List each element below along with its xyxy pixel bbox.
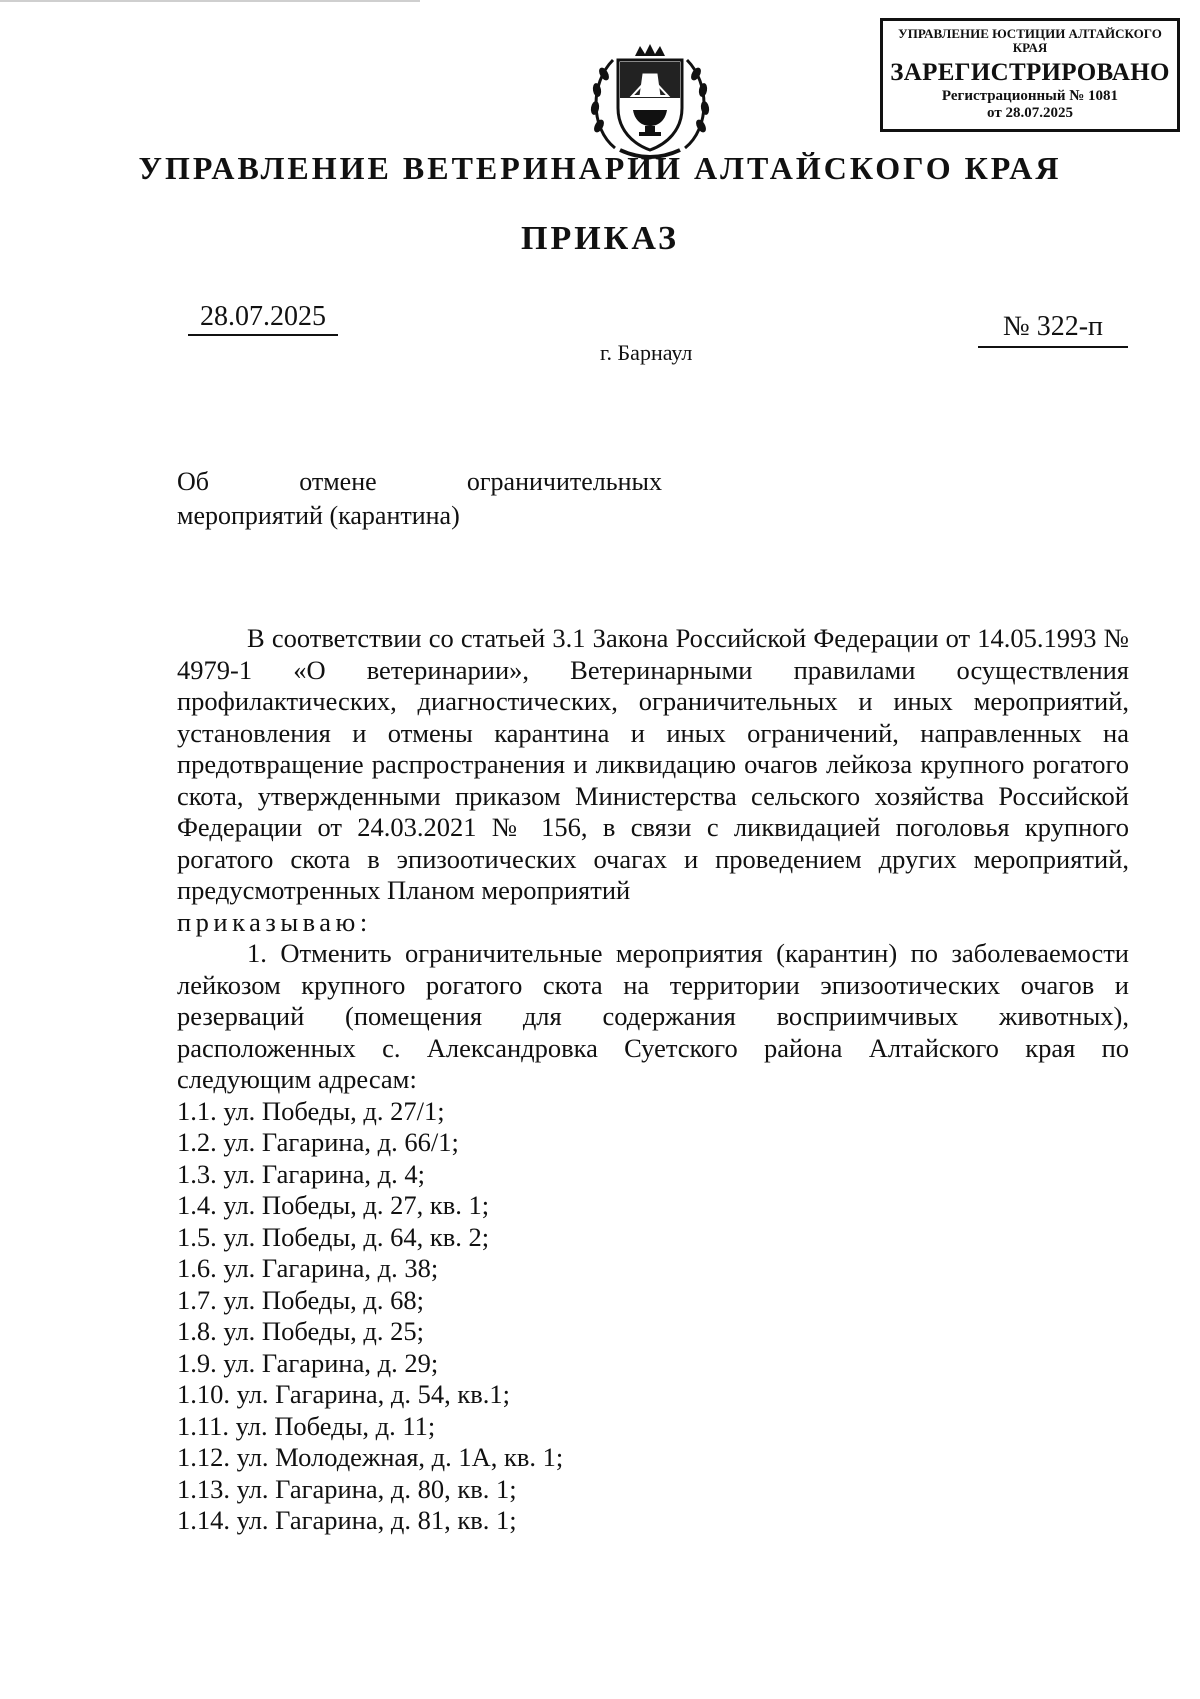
document-date: 28.07.2025 xyxy=(188,302,338,336)
document-type: ПРИКАЗ xyxy=(521,220,679,257)
order-word: приказываю: xyxy=(177,906,372,937)
subject-line-2: мероприятий (карантина) xyxy=(177,501,460,530)
subject-word: Об xyxy=(177,467,210,496)
address-list xyxy=(177,1096,1129,1537)
list-item: 1.1. ул. Победы, д. 27/1; xyxy=(177,1095,445,1126)
list-item: 1.4. ул. Победы, д. 27, кв. 1; xyxy=(177,1190,490,1220)
list-item: 1.13. ул. Гагарина, д. 80, кв. 1; xyxy=(177,1473,517,1504)
agency-name: УПРАВЛЕНИЕ ВЕТЕРИНАРИИ АЛТАЙСКОГО КРАЯ xyxy=(138,150,1062,186)
list-item: 1.12. ул. Молодежная, д. 1А, кв. 1; xyxy=(177,1442,564,1472)
scan-edge-line xyxy=(0,0,420,2)
stamp-reg-date: от 28.07.2025 xyxy=(987,105,1073,121)
list-item: 1.10. ул. Гагарина, д. 54, кв.1; xyxy=(177,1379,510,1409)
document-subject xyxy=(177,465,662,533)
document-number: № 322-п xyxy=(978,312,1128,348)
coat-of-arms-icon xyxy=(585,38,715,168)
list-item: 1.9. ул. Гагарина, д. 29; xyxy=(177,1347,439,1378)
document-city: г. Барнаул xyxy=(600,340,693,365)
registration-stamp xyxy=(880,18,1180,132)
document-body xyxy=(177,623,1129,1537)
list-item: 1.7. ул. Победы, д. 68; xyxy=(177,1284,425,1315)
stamp-org: УПРАВЛЕНИЕ ЮСТИЦИИ АЛТАЙСКОГО КРАЯ xyxy=(898,26,1162,55)
list-item: 1.14. ул. Гагарина, д. 81, кв. 1; xyxy=(177,1505,517,1535)
item-1-paragraph: 1. Отменить ограничительные мероприятия (карантин) по заболеваемости лейкозом крупного рогатого скота на территории эпизоотических очагов и резерваций (помещения для содержания восприимчивых животных), расположенных с. Александровка Суетского района Алтайского края по следующим адресам: xyxy=(177,938,1129,1094)
subject-line-1 xyxy=(177,465,662,499)
preamble-text: В соответствии со статьей 3.1 Закона Российской Федерации от 14.05.1993 № 4979-1 «О ветеринарии», Ветеринарными правилами осуществления профилактических, диагностических, ограничительных и иных мероприятий, установления и отмены карантина и иных ограничений, направленных на предотвращение распространения и ликвидацию очагов лейкоза крупного рогатого скота, утвержденными приказом Министерства сельского хозяйства Российской Федерации от 24.03.2021 № 156, в связи с ликвидацией поголовья крупного рогатого скота в эпизоотических очагах и проведением других мероприятий, предусмотренных Планом мероприятий xyxy=(177,623,1129,905)
stamp-status: ЗАРЕГИСТРИРОВАНО xyxy=(890,59,1170,86)
subject-word: ограничительных xyxy=(466,467,662,496)
list-item: 1.8. ул. Победы, д. 25; xyxy=(177,1316,425,1346)
preamble-paragraph xyxy=(177,623,1129,907)
list-item: 1.3. ул. Гагарина, д. 4; xyxy=(177,1158,425,1189)
list-item: 1.11. ул. Победы, д. 11; xyxy=(177,1410,436,1441)
stamp-reg-number: Регистрационный № 1081 xyxy=(941,88,1119,104)
subject-word: отмене xyxy=(299,467,377,496)
list-item: 1.5. ул. Победы, д. 64, кв. 2; xyxy=(177,1221,490,1252)
list-item: 1.6. ул. Гагарина, д. 38; xyxy=(177,1253,439,1283)
list-item: 1.2. ул. Гагарина, д. 66/1; xyxy=(177,1127,459,1157)
